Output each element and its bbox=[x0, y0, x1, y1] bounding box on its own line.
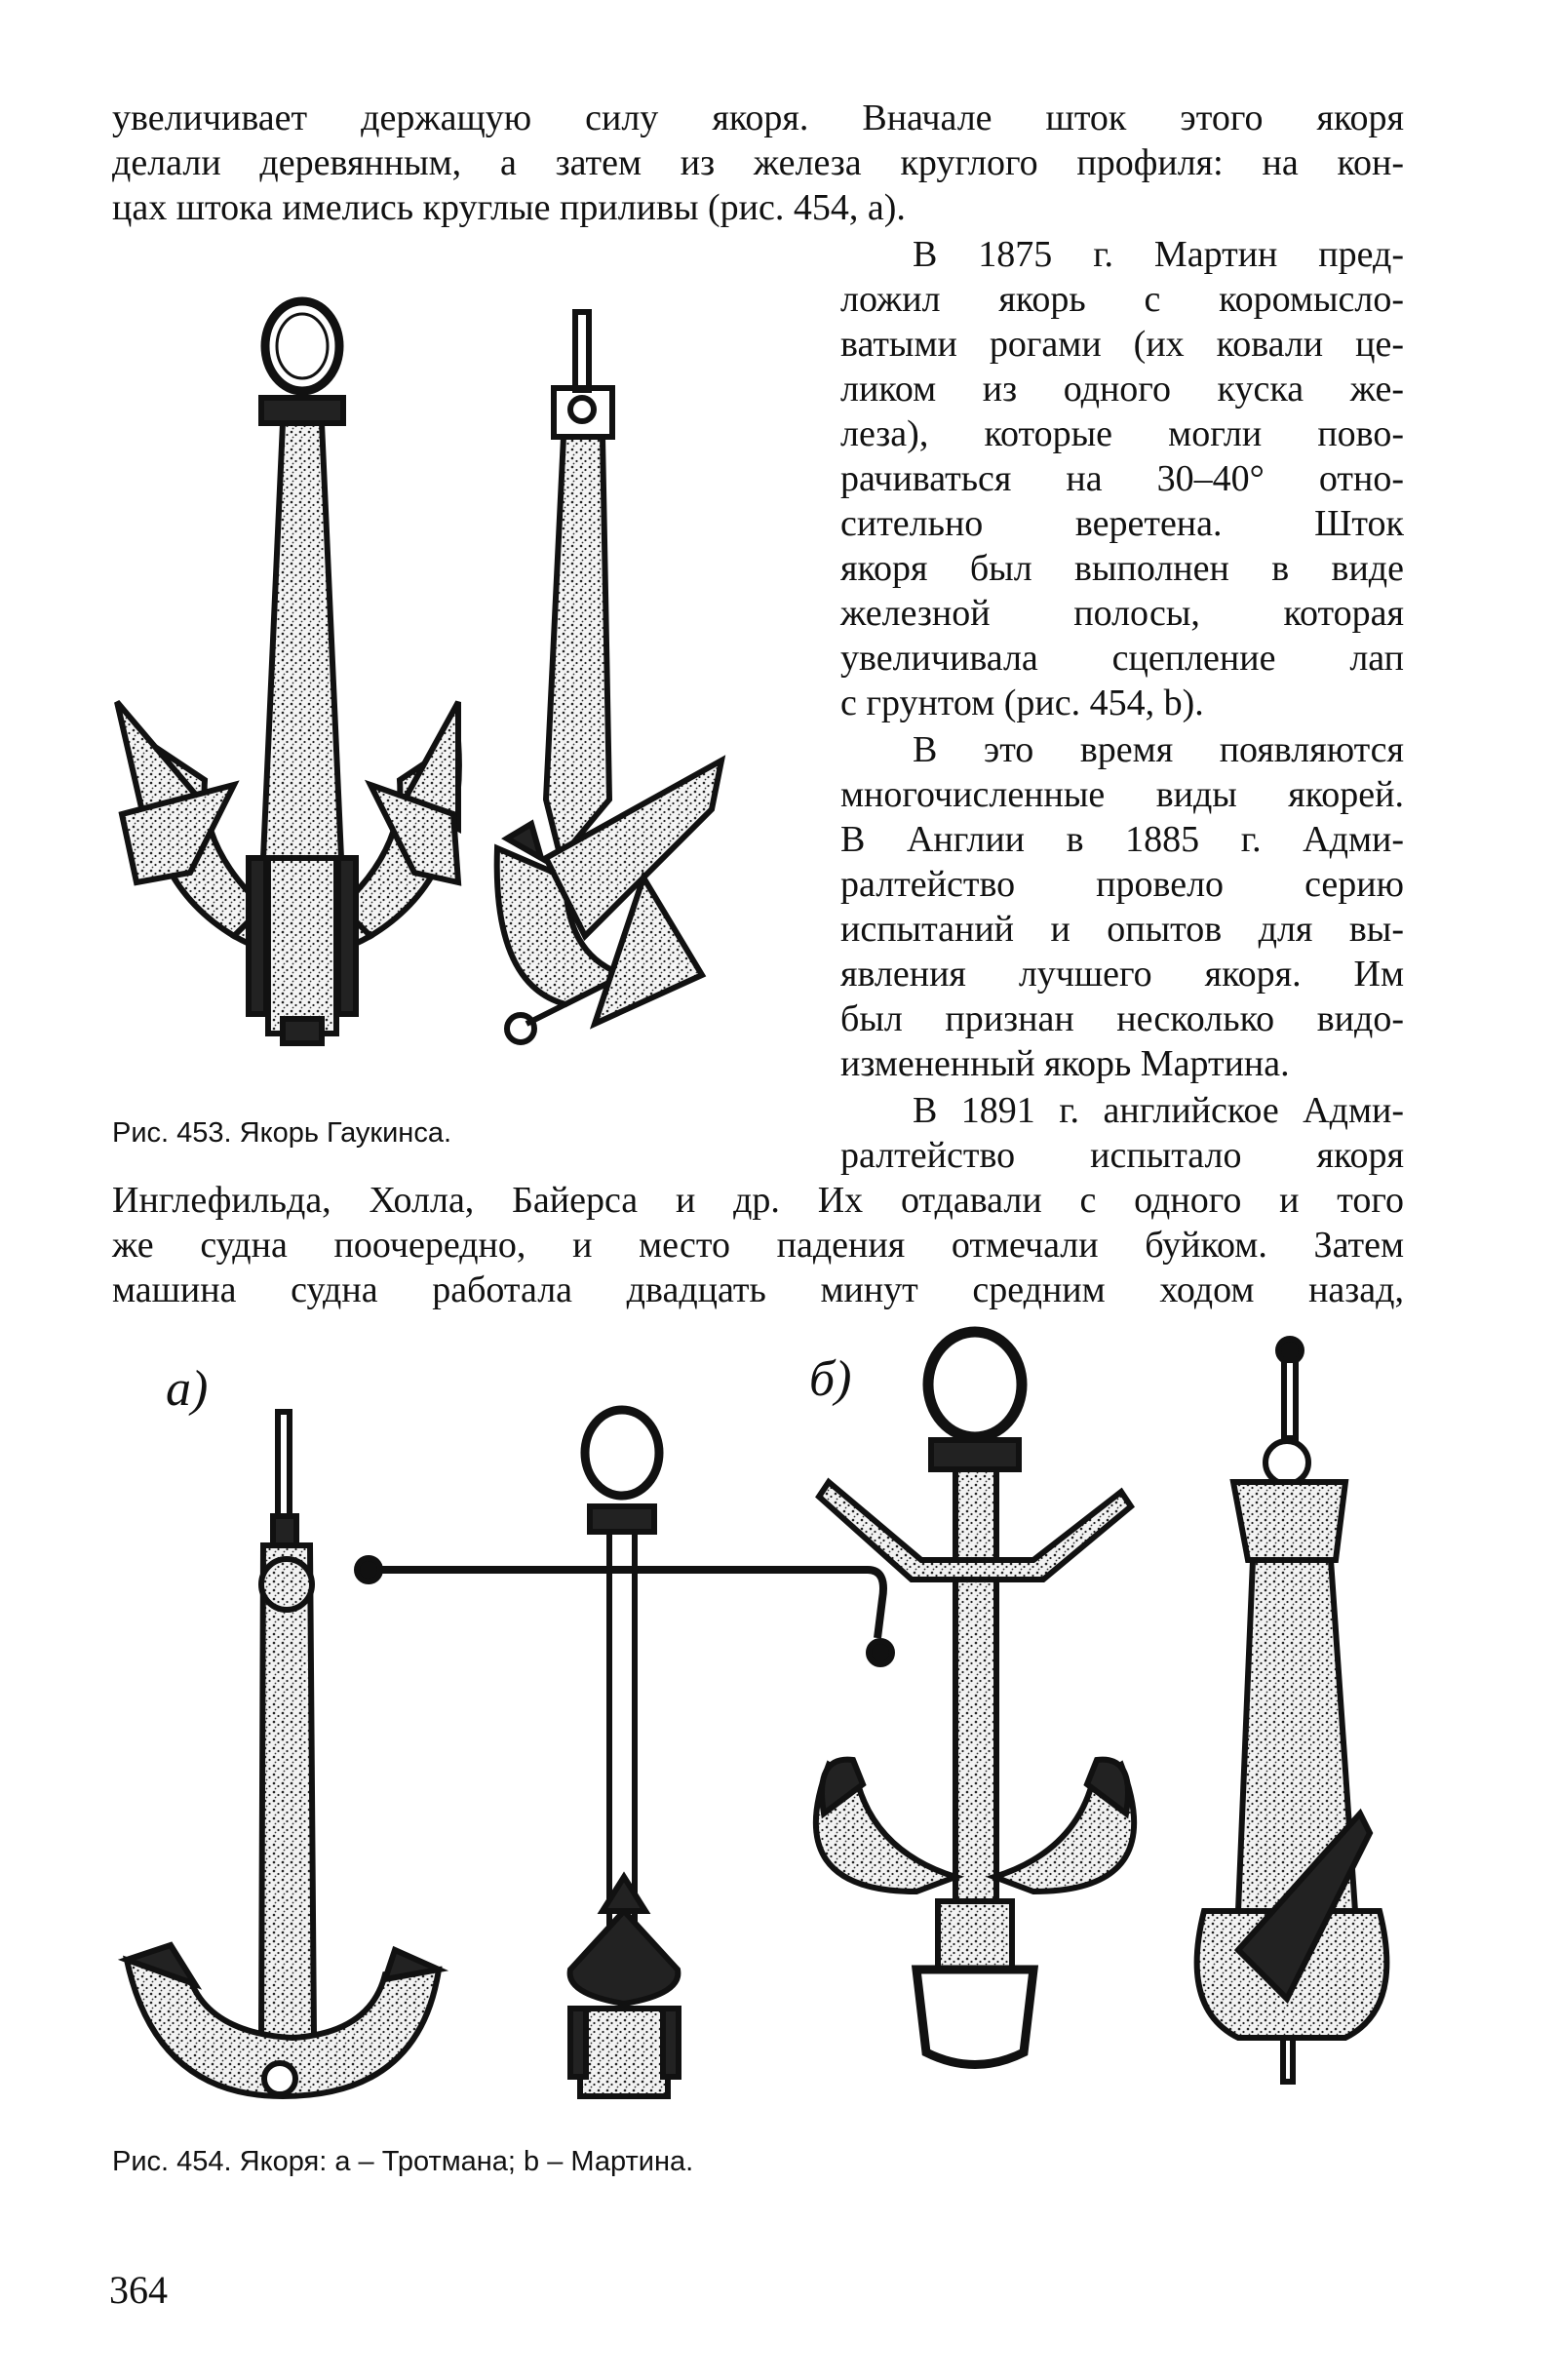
text-line: Инглефильда, Холла, Байерса и др. Их отдавали с одного и того bbox=[112, 1180, 1404, 1221]
text-line: В это время появляются bbox=[913, 729, 1404, 770]
text-line: явления лучшего якоря. Им bbox=[840, 954, 1404, 995]
text-line: рачиваться на 30–40° отно- bbox=[840, 458, 1404, 499]
text-line: делали деревянным, а затем из железа круглого профиля: на кон- bbox=[112, 142, 1404, 183]
text-line: машина судна работала двадцать минут средним ходом назад, bbox=[112, 1269, 1404, 1310]
martin-anchor-front-view bbox=[816, 1332, 1134, 2065]
figure-454-label-a: a) bbox=[166, 1361, 209, 1417]
text-line: испытаний и опытов для вы- bbox=[840, 909, 1404, 950]
text-line: увеличивает держащую силу якоря. Вначале шток этого якоря bbox=[112, 98, 1404, 138]
figure-453-caption: Рис. 453. Якорь Гаукинса. bbox=[112, 1117, 451, 1149]
text-line: В Англии в 1885 г. Адми- bbox=[840, 819, 1404, 860]
text-line: цах штока имелись круглые приливы (рис. 454, а). bbox=[112, 187, 906, 228]
text-line: сительно веретена. Шток bbox=[840, 503, 1404, 544]
page-number: 364 bbox=[109, 2268, 168, 2312]
text-line: В 1875 г. Мартин пред- bbox=[913, 234, 1404, 275]
trotman-anchor-side-view bbox=[127, 1412, 439, 2096]
trotman-anchor-front-view bbox=[357, 1410, 892, 2096]
text-line: был признан несколько видо- bbox=[840, 998, 1404, 1039]
figure-454-label-b: б) bbox=[809, 1351, 852, 1407]
martin-anchor-side-view bbox=[1197, 1339, 1387, 2082]
text-line: ралтейство испытало якоря bbox=[840, 1135, 1404, 1176]
text-line: увеличивала сцепление лап bbox=[840, 638, 1404, 679]
text-line: В 1891 г. английское Адми- bbox=[913, 1090, 1404, 1131]
text-line: многочисленные виды якорей. bbox=[840, 774, 1404, 815]
text-line: с грунтом (рис. 454, b). bbox=[840, 683, 1204, 723]
text-line: якоря был выполнен в виде bbox=[840, 548, 1404, 589]
text-line: ложил якорь с коромысло- bbox=[840, 279, 1404, 320]
text-line: же судна поочередно, и место падения отмечали буйком. Затем bbox=[112, 1225, 1404, 1266]
text-line: ликом из одного куска же- bbox=[840, 369, 1404, 410]
text-line: леза), которые могли пово- bbox=[840, 413, 1404, 454]
text-line: ралтейство провело серию bbox=[840, 864, 1404, 905]
text-line: железной полосы, которая bbox=[840, 593, 1404, 634]
figure-454-caption: Рис. 454. Якоря: а – Тротмана; b – Мартина. bbox=[112, 2146, 694, 2177]
text-line: измененный якорь Мартина. bbox=[840, 1043, 1290, 1084]
text-line: ватыми рогами (их ковали це- bbox=[840, 324, 1404, 365]
